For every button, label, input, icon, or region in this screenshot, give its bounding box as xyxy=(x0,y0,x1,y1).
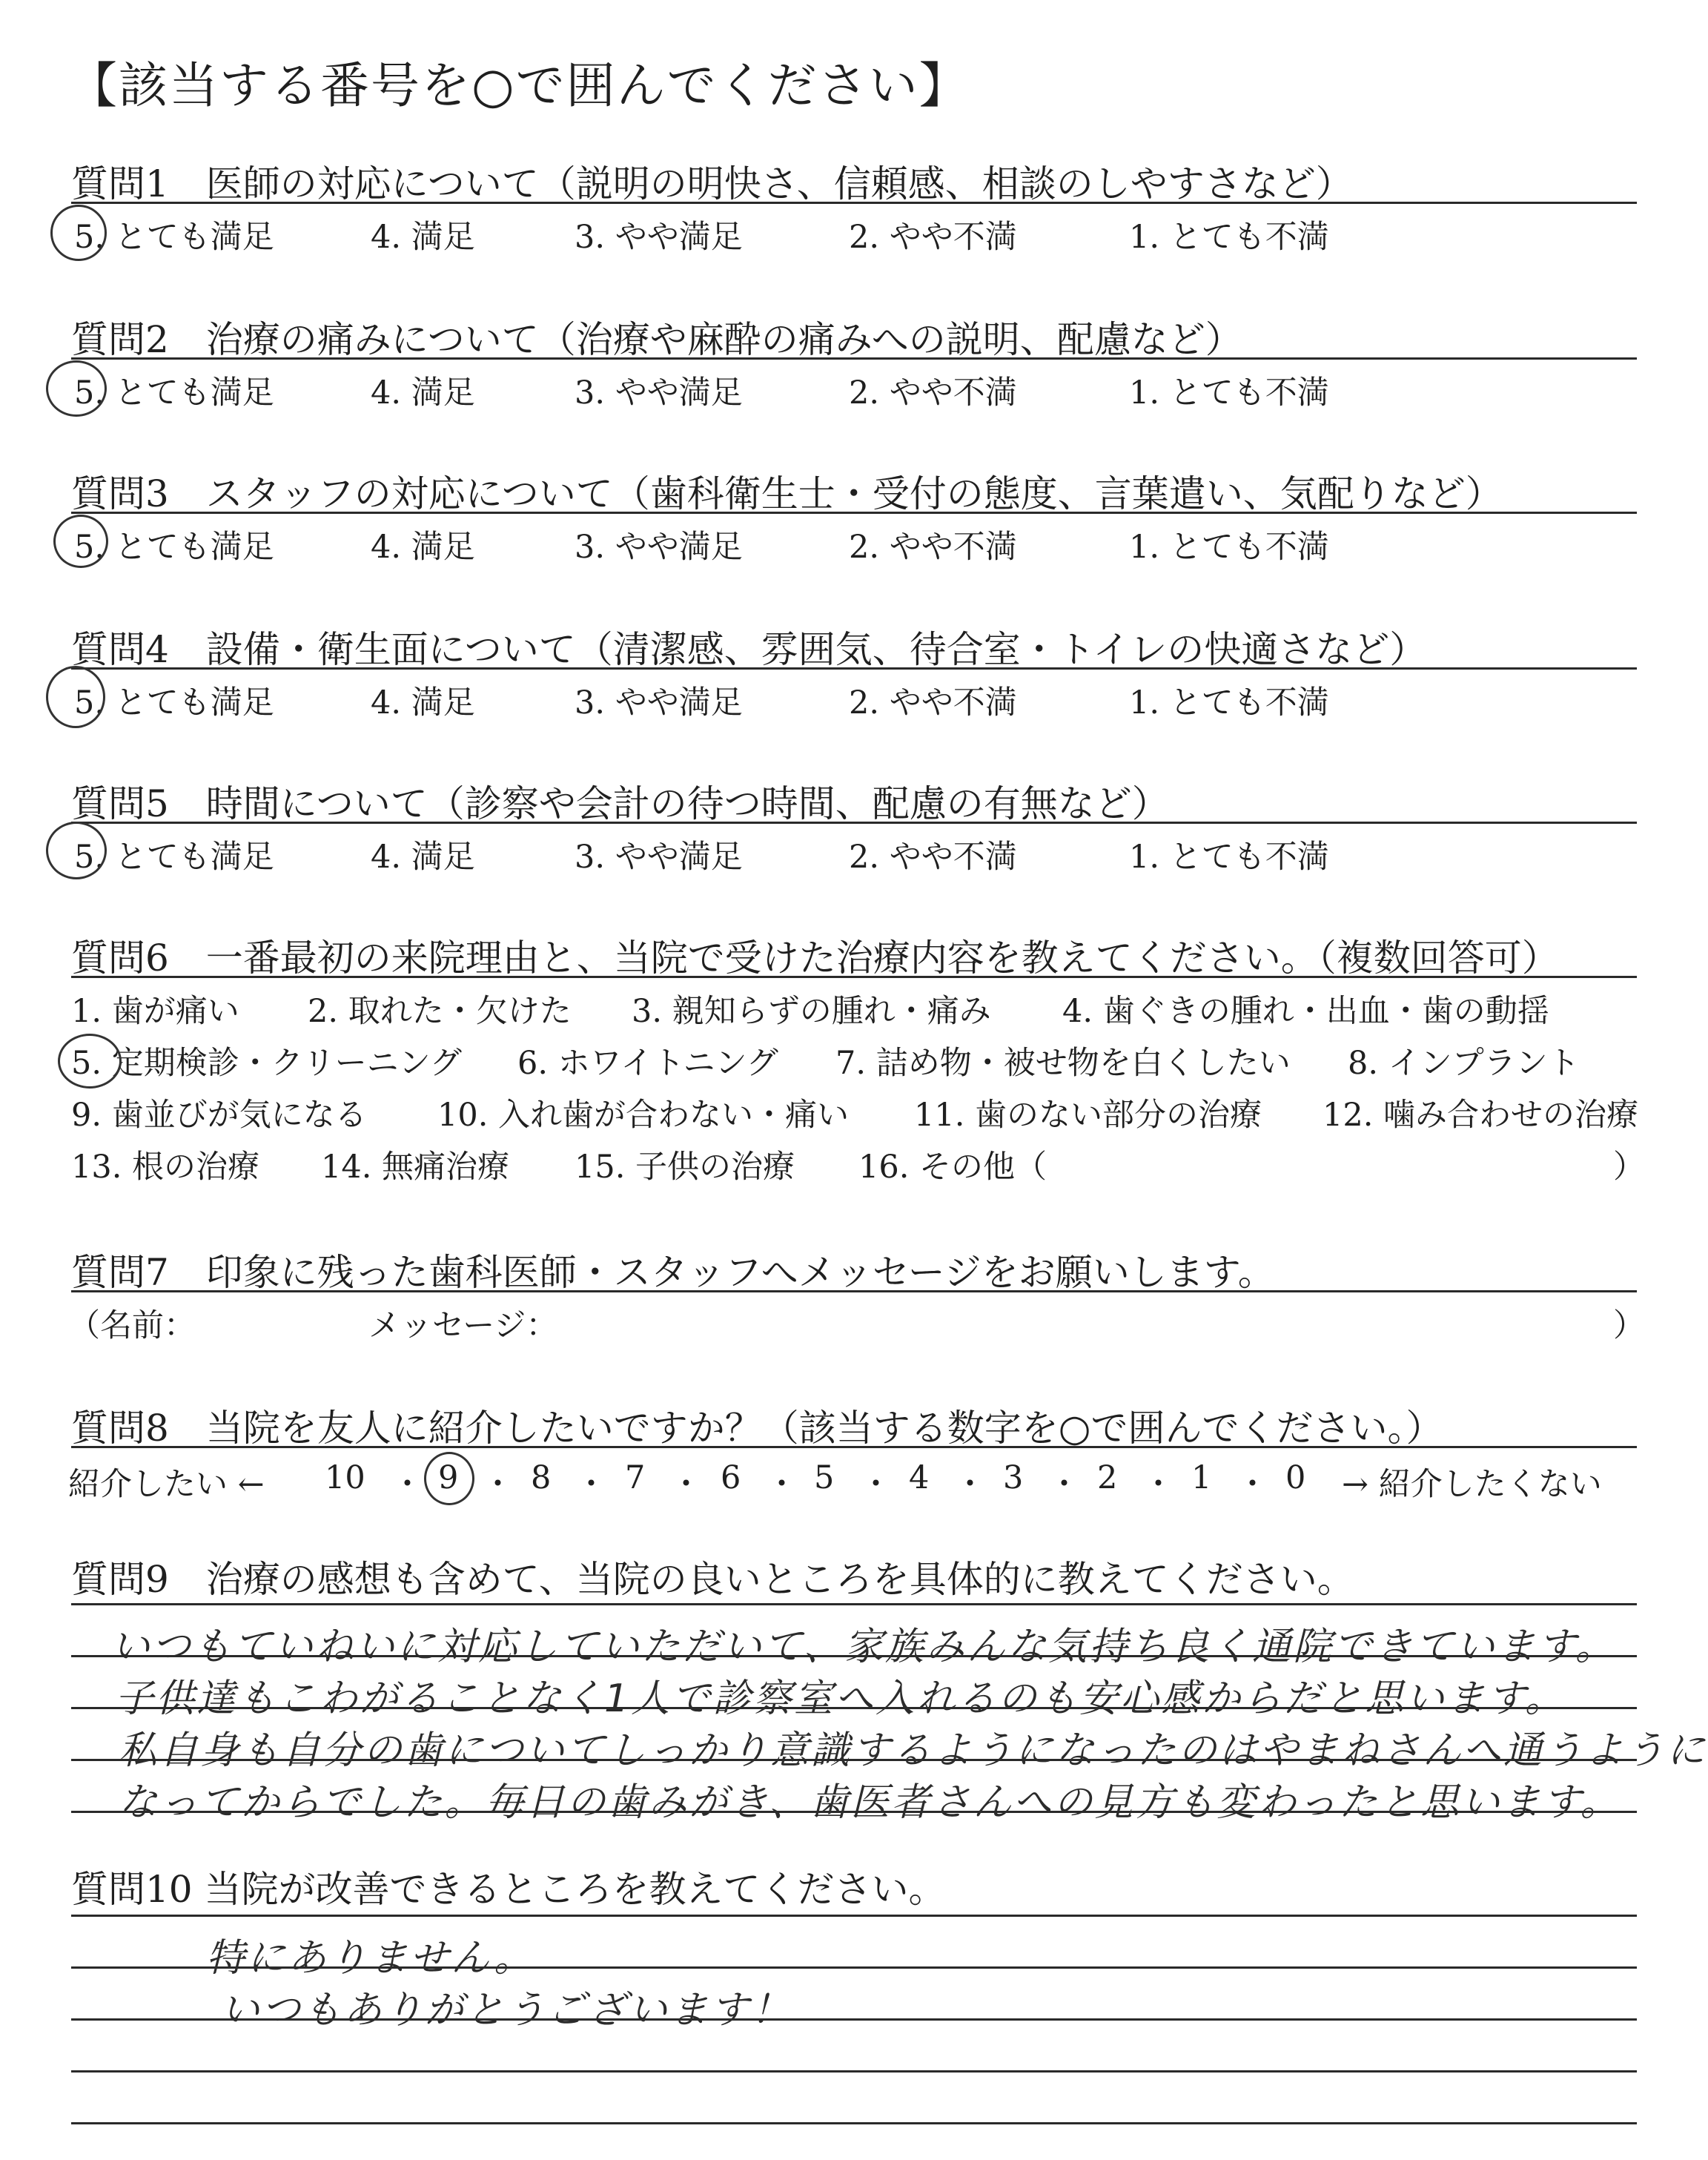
q2-option-4[interactable]: 4. 満足 xyxy=(371,374,475,412)
q1-option-5[interactable]: 5. とても満足 xyxy=(74,219,274,256)
q8-num-10[interactable]: 10 xyxy=(325,1459,365,1496)
q4-option-2[interactable]: 2. やや不満 xyxy=(849,684,1017,721)
question-2-rule xyxy=(71,357,1637,360)
q8-num-4[interactable]: 4 xyxy=(909,1459,930,1496)
q5-option-5[interactable]: 5. とても満足 xyxy=(74,839,274,876)
question-6-rule xyxy=(71,976,1637,978)
q4-option-4[interactable]: 4. 満足 xyxy=(371,684,475,721)
q4-option-1[interactable]: 1. とても不満 xyxy=(1129,684,1329,721)
q5-option-2[interactable]: 2. やや不満 xyxy=(849,839,1017,876)
q5-option-3[interactable]: 3. やや満足 xyxy=(575,839,743,876)
q8-dot-7: ・ xyxy=(954,1466,986,1503)
q2-option-2[interactable]: 2. やや不満 xyxy=(849,374,1017,412)
q8-num-9[interactable]: 9 xyxy=(438,1459,459,1496)
q1-selected-circle xyxy=(50,205,107,261)
q7-close-paren: ） xyxy=(1613,1307,1645,1344)
q2-option-3[interactable]: 3. やや満足 xyxy=(575,374,743,412)
q8-num-1[interactable]: 1 xyxy=(1191,1459,1212,1496)
q3-option-4[interactable]: 4. 満足 xyxy=(371,529,475,566)
q3-selected-circle xyxy=(53,515,108,568)
q6-option-12[interactable]: 12. 噛み合わせの治療 xyxy=(1323,1097,1639,1134)
q8-selected-circle xyxy=(424,1452,474,1505)
q9-answer-line-4: なってからでした。毎日の歯みがき、歯医者さんへの見方も変わったと思います。 xyxy=(119,1780,1621,1825)
q6-option-14[interactable]: 14. 無痛治療 xyxy=(321,1149,510,1186)
question-8: 質問8 当院を友人に紹介したいですか？（該当する数字を○で囲んでください。） xyxy=(71,1407,1443,1450)
q9-line-1 xyxy=(71,1603,1637,1605)
question-5-rule xyxy=(71,822,1637,824)
q8-num-2[interactable]: 2 xyxy=(1097,1459,1118,1496)
q8-dot-5: ・ xyxy=(766,1466,798,1503)
q8-dot-10: ・ xyxy=(1237,1466,1268,1503)
q2-option-5[interactable]: 5. とても満足 xyxy=(74,374,274,412)
q10-line-4 xyxy=(71,2070,1637,2073)
q6-option-11[interactable]: 11. 歯のない部分の治療 xyxy=(914,1097,1262,1134)
question-8-rule xyxy=(71,1446,1637,1448)
q6-option-16[interactable]: 16. その他（ xyxy=(858,1149,1047,1186)
q10-answer-line-2: いつもありがとうございます！ xyxy=(221,1988,792,2032)
question-1-rule xyxy=(71,202,1637,204)
q4-option-5[interactable]: 5. とても満足 xyxy=(74,684,274,721)
q4-selected-circle xyxy=(46,666,105,728)
q8-dot-1: ・ xyxy=(391,1466,423,1503)
q8-num-5[interactable]: 5 xyxy=(814,1459,835,1496)
q6-option-10[interactable]: 10. 入れ歯が合わない・痛い xyxy=(437,1097,850,1134)
q10-answer-line-1: 特にありません。 xyxy=(206,1936,535,1981)
q6-option-9[interactable]: 9. 歯並びが気になる xyxy=(71,1097,367,1134)
question-6: 質問6 一番最初の来院理由と、当院で受けた治療内容を教えてください。（複数回答可） xyxy=(71,937,1559,980)
q3-option-2[interactable]: 2. やや不満 xyxy=(849,529,1017,566)
question-4: 質問4 設備・衛生面について（清潔感、雰囲気、待合室・トイレの快適さなど） xyxy=(71,628,1427,671)
question-5: 質問5 時間について（診察や会計の待つ時間、配慮の有無など） xyxy=(71,782,1169,825)
q8-num-6[interactable]: 6 xyxy=(721,1459,741,1496)
q8-right-label: → 紹介したくない xyxy=(1342,1466,1602,1503)
q6-option-16-close: ） xyxy=(1613,1149,1645,1186)
q6-option-1[interactable]: 1. 歯が痛い xyxy=(71,993,239,1030)
q3-option-5[interactable]: 5. とても満足 xyxy=(74,529,274,566)
q9-answer-line-1: いつもていねいに対応していただいて、家族みんな気持ち良く通院できています。 xyxy=(111,1625,1616,1669)
question-3-rule xyxy=(71,512,1637,514)
q6-option-8[interactable]: 8. インプラント xyxy=(1348,1045,1580,1082)
q8-dot-8: ・ xyxy=(1048,1466,1080,1503)
q5-option-1[interactable]: 1. とても不満 xyxy=(1129,839,1329,876)
q8-dot-2: ・ xyxy=(482,1466,514,1503)
q3-option-1[interactable]: 1. とても不満 xyxy=(1129,529,1329,566)
q10-line-1 xyxy=(71,1915,1637,1917)
q6-option-15[interactable]: 15. 子供の治療 xyxy=(575,1149,795,1186)
q8-dot-9: ・ xyxy=(1142,1466,1174,1503)
question-9: 質問9 治療の感想も含めて、当院の良いところを具体的に教えてください。 xyxy=(71,1558,1354,1601)
q6-option-3[interactable]: 3. 親知らずの腫れ・痛み xyxy=(632,993,991,1030)
q8-num-0[interactable]: 0 xyxy=(1285,1459,1306,1496)
q8-num-3[interactable]: 3 xyxy=(1003,1459,1024,1496)
q9-answer-line-2: 子供達もこわがることなく1人で診察室へ入れるのも安心感からだと思います。 xyxy=(115,1677,1566,1721)
q8-dot-3: ・ xyxy=(575,1466,607,1503)
q6-selected-circle xyxy=(58,1034,122,1089)
question-1: 質問1 医師の対応について（説明の明快さ、信頼感、相談のしやすさなど） xyxy=(71,162,1353,205)
q5-option-4[interactable]: 4. 満足 xyxy=(371,839,475,876)
q6-option-6[interactable]: 6. ホワイトニング xyxy=(517,1045,778,1082)
q8-num-8[interactable]: 8 xyxy=(531,1459,552,1496)
q8-dot-4: ・ xyxy=(670,1466,702,1503)
q6-option-13[interactable]: 13. 根の治療 xyxy=(71,1149,260,1186)
q8-left-label: 紹介したい ← xyxy=(68,1466,265,1503)
question-10: 質問10 当院が改善できるところを教えてください。 xyxy=(71,1868,946,1911)
q6-option-4[interactable]: 4. 歯ぐきの腫れ・出血・歯の動揺 xyxy=(1062,993,1549,1030)
q8-num-7[interactable]: 7 xyxy=(625,1459,646,1496)
q10-line-5 xyxy=(71,2122,1637,2124)
page-header: 【該当する番号を○で囲んでください】 xyxy=(68,57,970,114)
q6-option-7[interactable]: 7. 詰め物・被せ物を白くしたい xyxy=(835,1045,1291,1082)
question-3: 質問3 スタッフの対応について（歯科衛生士・受付の態度、言葉遣い、気配りなど） xyxy=(71,472,1503,515)
q4-option-3[interactable]: 3. やや満足 xyxy=(575,684,743,721)
q2-selected-circle xyxy=(46,360,107,417)
q7-message-label: メッセージ： xyxy=(368,1307,558,1344)
q1-option-2[interactable]: 2. やや不満 xyxy=(849,219,1017,256)
q8-dot-6: ・ xyxy=(860,1466,892,1503)
q6-option-5[interactable]: 5. 定期検診・クリーニング xyxy=(71,1045,462,1082)
q5-selected-circle xyxy=(46,822,107,879)
q2-option-1[interactable]: 1. とても不満 xyxy=(1129,374,1329,412)
question-4-rule xyxy=(71,667,1637,670)
question-7: 質問7 印象に残った歯科医師・スタッフへメッセージをお願いします。 xyxy=(71,1251,1275,1294)
q3-option-3[interactable]: 3. やや満足 xyxy=(575,529,743,566)
q1-option-4[interactable]: 4. 満足 xyxy=(371,219,475,256)
q6-option-2[interactable]: 2. 取れた・欠けた xyxy=(308,993,572,1030)
question-2: 質問2 治療の痛みについて（治療や麻酔の痛みへの説明、配慮など） xyxy=(71,318,1242,361)
q1-option-1[interactable]: 1. とても不満 xyxy=(1129,219,1329,256)
q9-answer-line-3: 私自身も自分の歯についてしっかり意識するようになったのはやまねさんへ通うように xyxy=(119,1728,1707,1773)
q1-option-3[interactable]: 3. やや満足 xyxy=(575,219,743,256)
q7-name-label: （名前： xyxy=(68,1307,196,1344)
question-7-rule xyxy=(71,1290,1637,1292)
